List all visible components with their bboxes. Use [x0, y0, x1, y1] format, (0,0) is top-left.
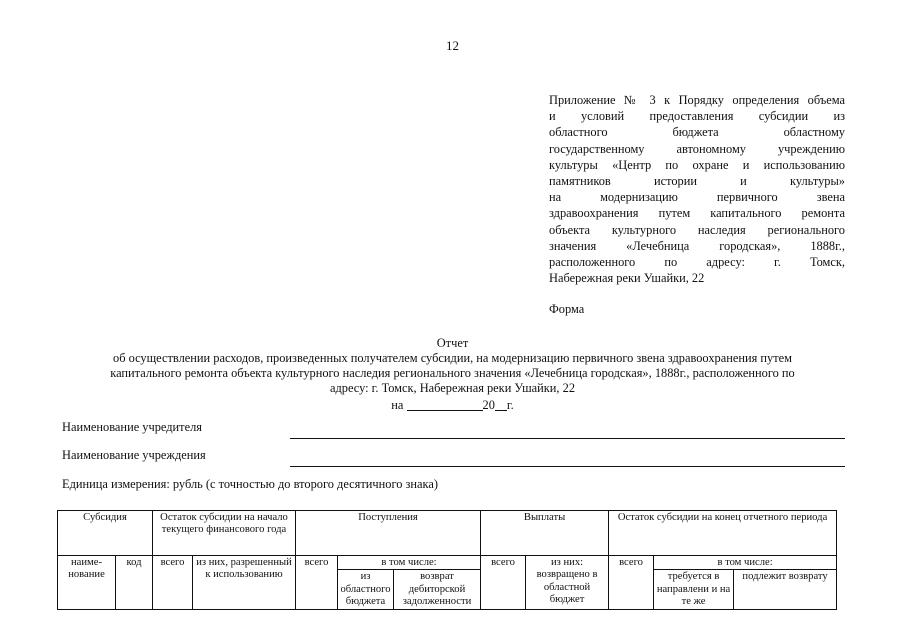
table-header-row: [58, 511, 837, 556]
header-including: в том числе:: [654, 556, 837, 570]
appendix-line: памятников истории и культуры»: [549, 174, 845, 189]
header-balance-end: Остаток субсидии на конец отчетного периода: [609, 511, 837, 556]
unit-label: Единица измерения: рубль (с точностью до второго десятичного знака): [62, 477, 439, 491]
appendix-line: и условий предоставления субсидии из: [549, 109, 845, 124]
report-table: [57, 510, 837, 610]
institution-label: Наименование учреждения: [62, 448, 206, 462]
appendix-line: государственному автономному учреждению: [549, 141, 845, 156]
report-subtitle: [40, 351, 865, 396]
report-subtitle-line: капитального ремонта объекта культурного наследия регионального значения «Лечебница городская», 1888г., расположенного по: [110, 366, 795, 380]
appendix-line: Приложение № 3 к Порядку определения объема: [549, 93, 845, 107]
report-subtitle-line: об осуществлении расходов, произведенных получателем субсидии, на модернизацию первичного звена здравоохранения путем: [113, 351, 792, 365]
header-from-budget: из областного бюджета: [338, 570, 394, 609]
header-return-receivables: возврат дебиторской задолженности: [394, 570, 481, 609]
form-label: Форма: [549, 302, 585, 316]
date-year-prefix: 20: [482, 398, 495, 412]
appendix-line: значения «Лечебница городская», 1888г.,: [549, 238, 845, 253]
appendix-header: [549, 92, 845, 286]
report-subtitle-line: адресу: г. Томск, Набережная реки Ушайки, 22: [329, 381, 576, 395]
header-returned: из них: возвращено в областной бюджет: [526, 556, 609, 610]
header-total: всего: [296, 556, 338, 610]
report-title: Отчет: [436, 336, 469, 350]
founder-line[interactable]: [290, 438, 845, 439]
header-balance-start: Остаток субсидии на начало текущего финансового года: [153, 511, 296, 556]
header-total: всего: [481, 556, 526, 610]
table-header-row: [58, 556, 837, 570]
year-blank-field[interactable]: [495, 398, 507, 411]
appendix-line: объекта культурного наследия регионального: [549, 222, 845, 237]
header-permitted: из них, разрешенный к использованию: [193, 556, 296, 610]
appendix-line: расположенного по адресу: г. Томск,: [549, 255, 845, 270]
header-to-return: подлежит возврату: [734, 570, 837, 609]
header-total: всего: [153, 556, 193, 610]
founder-label: Наименование учредителя: [62, 420, 202, 434]
appendix-line: культуры «Центр по охране и использованию: [549, 157, 845, 172]
date-suffix: г.: [506, 398, 514, 412]
appendix-line: здравоохранения путем капитального ремонта: [549, 206, 845, 221]
header-required-same: требуется в направлени и на те же: [654, 570, 734, 609]
report-date: [0, 398, 905, 413]
header-receipts: Поступления: [296, 511, 481, 556]
header-including: в том числе:: [338, 556, 481, 570]
appendix-line: областного бюджета областному: [549, 125, 845, 140]
header-subsidy: Субсидия: [58, 511, 153, 556]
appendix-line: на модернизацию первичного звена: [549, 190, 845, 205]
page-number: 12: [446, 38, 459, 53]
date-blank-field[interactable]: [407, 398, 483, 411]
header-code: код: [116, 556, 153, 610]
header-name: наиме-нование: [58, 556, 116, 610]
header-payments: Выплаты: [481, 511, 609, 556]
institution-line[interactable]: [290, 466, 845, 467]
header-total: всего: [609, 556, 654, 610]
date-prefix: на: [391, 398, 404, 412]
appendix-line: Набережная реки Ушайки, 22: [549, 271, 705, 286]
